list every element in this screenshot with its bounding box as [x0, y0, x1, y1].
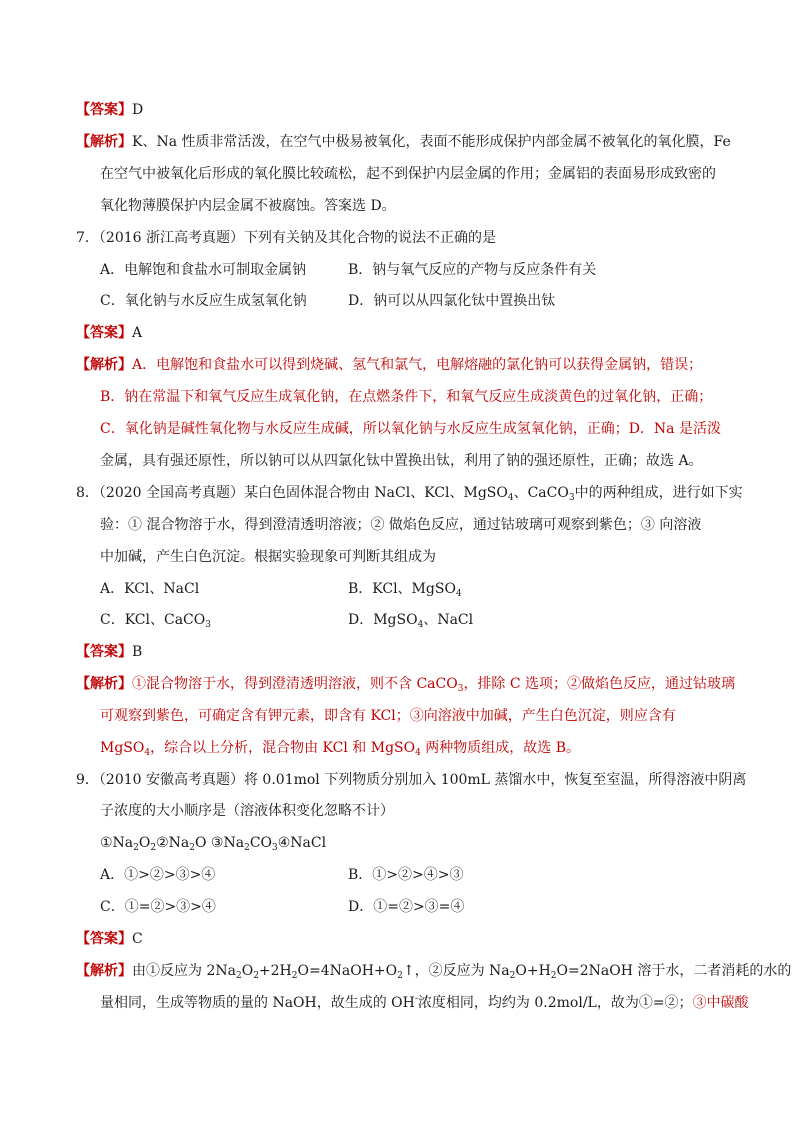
q6-analysis-line-1: 【解析】K、Na 性质非常活泼，在空气中极易被氧化，表面不能形成保护内部金属不被氧化的氧化膜，Fe [76, 134, 731, 150]
q7-answer-line: 【答案】A [76, 325, 143, 341]
q8-analysis-line-2: 可观察到紫色，可确定含有钾元素，即含有 KCl；③向溶液中加碱，产生白色沉淀，则应含有 [100, 708, 676, 724]
q7-answer: A [132, 325, 143, 341]
q9-analysis-line-1: 【解析】由①反应为 $2Na_2O_2+2H_2O=4NaOH+O_2↑$，②反应为 $Na_2O+H_2O=2NaOH$ 溶于水，二者消耗的水的 [76, 963, 792, 981]
q8-stem-line-2: 验：① 混合物溶于水，得到澄清透明溶液；② 做焰色反应，通过钴玻璃可观察到紫色；③ 向溶液 [100, 517, 702, 533]
q7-analysis-line-4: 金属，具有强还原性，所以钠可以从四氯化钛中置换出钛，利用了钠的强还原性，正确；故选 A。 [100, 453, 703, 469]
q9-stem-line-1: 9．（2010 安徽高考真题）将 0.01mol 下列物质分别加入 100mL 蒸馏水中，恢复至室温，所得溶液中阴离 [76, 772, 747, 788]
q8-stem-line-1: 8．（2020 全国高考真题）某白色固体混合物由 NaCl、KCl、MgSO$_4$、CaCO$_3$中的两种组成，进行如下实 [76, 485, 743, 503]
q7-option-b: B．钠与氧气反应的产物与反应条件有关 [348, 262, 597, 278]
q7-analysis-line-2: B．钠在常温下和氧气反应生成氧化钠，在点燃条件下，和氧气反应生成淡黄色的过氧化钠，正确； [100, 389, 713, 405]
q7-option-d: D．钠可以从四氯化钛中置换出钛 [348, 293, 556, 309]
q9-option-d: D．①=②>③=④ [348, 899, 465, 915]
q8-answer-line: 【答案】B [76, 644, 143, 660]
q8-answer: B [132, 644, 143, 660]
q8-analysis-line-3: MgSO$_4$，综合以上分析，混合物由 KCl 和 MgSO$_4$ 两种物质组成，故选 B。 [100, 740, 581, 758]
q6-answer: D [132, 102, 144, 118]
q9-stem-line-2: 子浓度的大小顺序是（溶液体积变化忽略不计） [100, 803, 394, 819]
q8-stem-line-3: 中加碱，产生白色沉淀。根据实验现象可判断其组成为 [100, 549, 436, 565]
q9-option-b: B．①>②>④>③ [348, 867, 464, 883]
q9-option-a: A．①>②>③>④ [100, 867, 216, 883]
q8-option-b: B．KCl、MgSO$_4$ [348, 581, 462, 599]
q6-answer-line [76, 100, 143, 120]
q8-option-c: C．KCl、CaCO$_3$ [100, 612, 211, 630]
q7-option-c: C．氧化钠与水反应生成氢氧化钠 [100, 293, 307, 309]
q9-analysis-line-2: 量相同，生成等物质的量的 NaOH，故生成的 OH-浓度相同，均约为 0.2mol/L，故为①=②；③中碳酸 [100, 994, 749, 1011]
q9-answer: C [132, 931, 143, 947]
q8-option-a: A．KCl、NaCl [100, 581, 200, 597]
q9-answer-line: 【答案】C [76, 931, 143, 947]
analysis-tag: 【解析】 [76, 134, 132, 150]
q7-analysis-line-3: C．氧化钠是碱性氧化物与水反应生成碱，所以氧化钠与水反应生成氢氧化钠，正确；D．Na 是活泼 [100, 421, 721, 437]
q7-analysis-line-1: 【解析】A．电解饱和食盐水可以得到烧碱、氢气和氯气，电解熔融的氯化钠可以获得金属钠，错误； [76, 357, 703, 373]
q6-analysis-line-2: 在空气中被氧化后形成的氧化膜比较疏松，起不到保护内层金属的作用；金属铝的表面易形成致密的 [100, 166, 716, 182]
q7-option-a: A．电解饱和食盐水可制取金属钠 [100, 262, 307, 278]
q9-option-c: C．①=②>③>④ [100, 899, 216, 915]
q8-analysis-line-1: 【解析】①混合物溶于水，得到澄清透明溶液，则不含 CaCO$_3$，排除 C 选项；②做焰色反应，通过钴玻璃 [76, 676, 736, 694]
answer-tag: 【答案】 [76, 102, 132, 118]
q8-option-d: D．MgSO$_4$、NaCl [348, 612, 474, 630]
q6-analysis-line-3: 氧化物薄膜保护内层金属不被腐蚀。答案选 D。 [100, 198, 396, 214]
q7-stem: 7．（2016 浙江高考真题）下列有关钠及其化合物的说法不正确的是 [76, 230, 496, 246]
q9-substances: $①Na_2O_2②Na_2O$ $③Na_2CO_3④NaCl$ [100, 835, 327, 853]
